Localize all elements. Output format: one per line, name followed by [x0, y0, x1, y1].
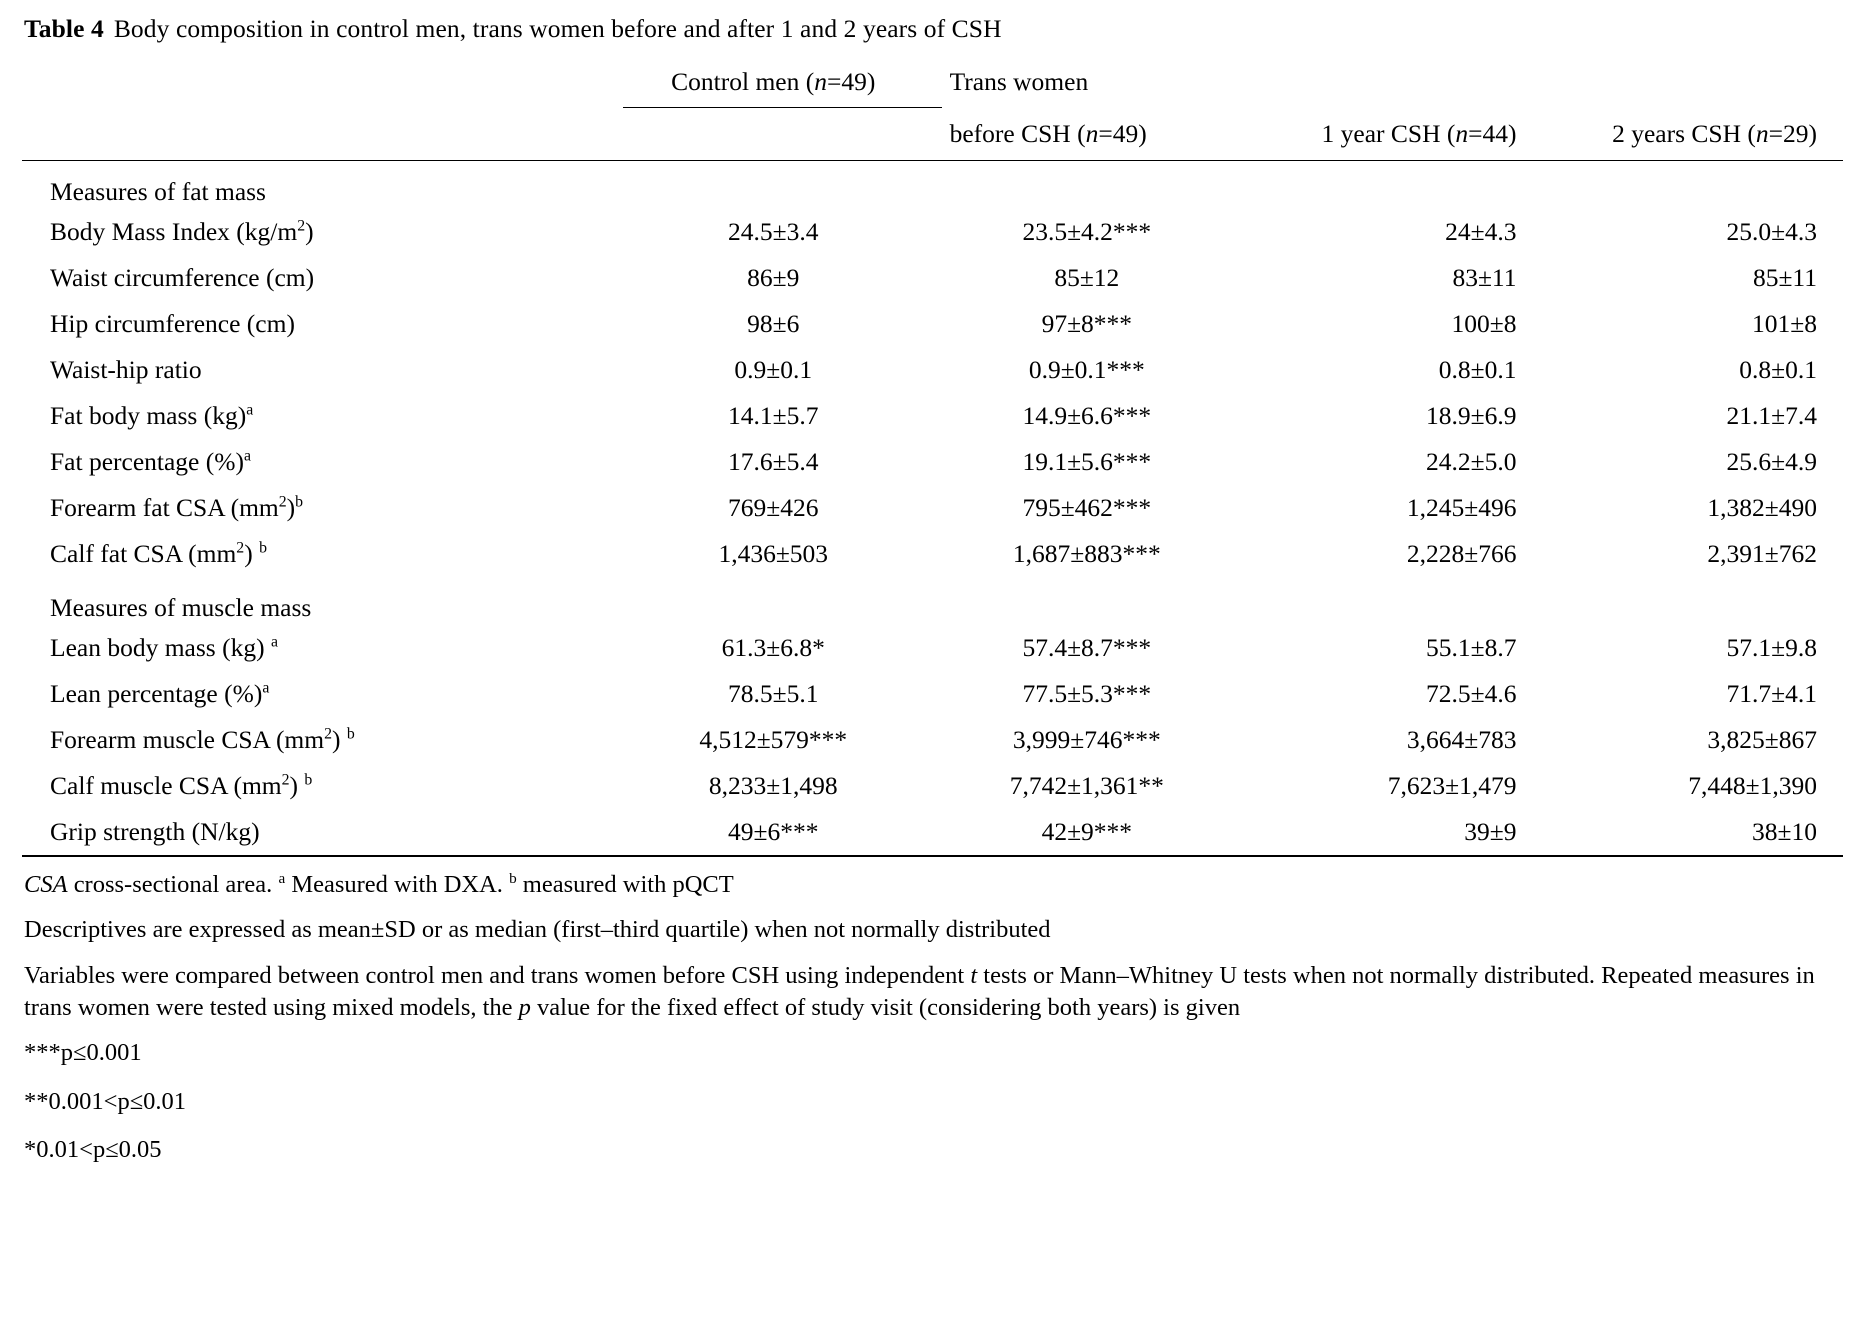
group-header-spacer: [623, 161, 942, 210]
cell-control-men: 1,436±503: [718, 539, 829, 569]
cell-1-year-csh: 72.5±4.6: [1426, 679, 1517, 709]
cell-control-men: 0.9±0.1: [734, 355, 813, 385]
cell-before-csh: 23.5±4.2***: [1022, 217, 1152, 247]
row-label: [22, 485, 623, 531]
note-comparison-t: t: [970, 961, 978, 989]
cell-before-csh: 3,999±746***: [1012, 725, 1161, 755]
note-a-text: Measured with DXA.: [285, 871, 510, 899]
row-label-text: Hip circumference (cm): [50, 309, 295, 339]
row-label-superscript: a: [243, 447, 251, 465]
table-header-row-1: [22, 55, 1843, 108]
cell-before-csh: 77.5±5.3***: [1022, 679, 1152, 709]
header-control-men: Control men (n=49): [623, 55, 942, 108]
row-label-superscript: 2: [281, 771, 290, 789]
cell-control-men: 17.6±5.4: [728, 447, 819, 477]
row-label-text-post: ): [289, 771, 305, 801]
row-label-text: Forearm muscle CSA (mm: [50, 725, 325, 755]
header-before-csh: before CSH (n=49): [942, 107, 1242, 161]
row-label: [22, 393, 623, 439]
row-label-text: Calf muscle CSA (mm: [50, 771, 282, 801]
table-row: [22, 763, 1843, 809]
cell-1-year-csh: 55.1±8.7: [1426, 633, 1517, 663]
note-comparison-part2: tests or Mann–Whitney U tests when not normally distributed. Repeated measures in trans women were tested using mixed models, the: [24, 961, 1815, 1022]
group-title: Measures of fat mass: [22, 161, 623, 210]
row-label-text: Grip strength (N/kg): [50, 817, 260, 847]
cell-2-years-csh: 2,391±762: [1707, 539, 1817, 569]
table-group-header: [22, 577, 1843, 625]
note-comparison-p: p: [518, 994, 531, 1022]
row-label: [22, 255, 623, 301]
cell-2-years-csh: 3,825±867: [1707, 725, 1817, 755]
table-row: [22, 255, 1843, 301]
note-abbreviations: [24, 869, 1843, 901]
cell-1-year-csh: 83±11: [1452, 263, 1517, 293]
table-row: [22, 531, 1843, 577]
cell-before-csh: 19.1±5.6***: [1022, 447, 1152, 477]
cell-before-csh: 795±462***: [1022, 493, 1152, 523]
note-comparison-part1: Variables were compared between control men and trans women before CSH using independent: [24, 961, 971, 989]
table-row: [22, 809, 1843, 856]
cell-2-years-csh: 85±11: [1752, 263, 1817, 293]
group-title: Measures of muscle mass: [50, 593, 312, 623]
table-body: [22, 161, 1843, 857]
cell-2-years-csh: 1,382±490: [1707, 493, 1817, 523]
row-label-text-post: ): [244, 539, 260, 569]
table-row: [22, 209, 1843, 255]
row-label-superscript: a: [246, 401, 254, 419]
row-label-text: Forearm fat CSA (mm: [50, 493, 279, 523]
row-label-text: Lean percentage (%): [50, 679, 263, 709]
row-label: [22, 671, 623, 717]
row-label-text: Waist circumference (cm): [50, 263, 315, 293]
note-significance-3: *0.01<p≤0.05: [24, 1136, 162, 1164]
table-row: [22, 625, 1843, 671]
header-blank: [22, 55, 623, 108]
cell-1-year-csh: 24.2±5.0: [1426, 447, 1517, 477]
row-label-superscript: a: [262, 679, 270, 697]
table-row: [22, 485, 1843, 531]
cell-control-men: 78.5±5.1: [728, 679, 819, 709]
cell-1-year-csh: 24±4.3: [1445, 217, 1517, 247]
cell-1-year-csh: 2,228±766: [1406, 539, 1517, 569]
cell-control-men: 86±9: [747, 263, 800, 293]
group-header-spacer: [1242, 161, 1542, 210]
cell-control-men: 49±6***: [623, 809, 942, 856]
cell-1-year-csh: 18.9±6.9: [1426, 401, 1517, 431]
table-header-row-2: [22, 107, 1843, 161]
row-label-text: Fat percentage (%): [50, 447, 244, 477]
table-row: [22, 347, 1843, 393]
cell-before-csh: 42±9***: [942, 809, 1242, 856]
row-label-text: Calf fat CSA (mm: [50, 539, 237, 569]
cell-1-year-csh: 3,664±783: [1406, 725, 1517, 755]
cell-control-men: 61.3±6.8*: [721, 633, 825, 663]
header-blank-3: [623, 107, 942, 161]
table-caption: [24, 14, 1843, 45]
cell-before-csh: 57.4±8.7***: [1022, 633, 1152, 663]
cell-2-years-csh: 21.1±7.4: [1726, 401, 1817, 431]
cell-before-csh: 0.9±0.1***: [1028, 355, 1145, 385]
group-header-spacer: [623, 577, 942, 625]
note-sup-b: b: [509, 869, 517, 887]
note-abbrev-csa: CSA: [24, 871, 68, 899]
cell-before-csh: 7,742±1,361**: [1009, 771, 1164, 801]
cell-control-men: 24.5±3.4: [728, 217, 819, 247]
row-label: [22, 301, 623, 347]
cell-1-year-csh: 0.8±0.1: [1438, 355, 1517, 385]
header-blank-2: [22, 107, 623, 161]
row-label-text: Lean body mass (kg): [50, 633, 271, 663]
cell-before-csh: 1,687±883***: [1012, 539, 1161, 569]
cell-2-years-csh: 101±8: [1752, 309, 1817, 339]
row-label-superscript-2: b: [259, 539, 267, 557]
cell-2-years-csh: 25.0±4.3: [1726, 217, 1817, 247]
cell-2-years-csh: 38±10: [1543, 809, 1844, 856]
caption-label: Table 4: [24, 14, 104, 43]
row-label-text-post: ): [286, 493, 296, 523]
cell-control-men: 98±6: [747, 309, 800, 339]
row-label-superscript: 2: [278, 493, 287, 511]
row-label: [22, 439, 623, 485]
group-header-spacer: [1242, 577, 1542, 625]
note-sup-a: a: [278, 869, 286, 887]
note-abbrev-rest: cross-sectional area.: [67, 871, 279, 899]
cell-1-year-csh: 7,623±1,479: [1387, 771, 1517, 801]
cell-2-years-csh: 25.6±4.9: [1726, 447, 1817, 477]
note-descriptives: Descriptives are expressed as mean±SD or as median (first–third quartile) when not normally distributed: [24, 916, 1051, 944]
row-label-superscript-2: b: [295, 493, 304, 511]
row-label: [22, 347, 623, 393]
body-composition-table: [22, 55, 1843, 858]
row-label-text: Body Mass Index (kg/m: [50, 217, 298, 247]
cell-2-years-csh: 0.8±0.1: [1739, 355, 1817, 385]
cell-control-men: 4,512±579***: [699, 725, 848, 755]
row-label-superscript: a: [270, 633, 278, 651]
header-trans-women: Trans women: [949, 67, 1089, 97]
cell-2-years-csh: 57.1±9.8: [1726, 633, 1817, 663]
row-label: [22, 763, 623, 809]
note-significance-1: ***p≤0.001: [24, 1039, 142, 1067]
row-label-text: Fat body mass (kg): [50, 401, 247, 431]
cell-before-csh: 97±8***: [1041, 309, 1133, 339]
row-label: [22, 717, 623, 763]
row-label-text-post: ): [332, 725, 347, 755]
table-row: [22, 671, 1843, 717]
row-label: [22, 209, 623, 255]
table-row: [22, 439, 1843, 485]
cell-control-men: 8,233±1,498: [708, 771, 838, 801]
row-label-text: Waist-hip ratio: [50, 355, 202, 385]
group-header-spacer: [1543, 577, 1844, 625]
group-header-spacer: [1543, 161, 1844, 210]
table-group-header: [22, 161, 1843, 210]
note-b-text: measured with pQCT: [516, 871, 734, 899]
row-label: [22, 625, 623, 671]
cell-2-years-csh: 7,448±1,390: [1688, 771, 1817, 801]
row-label-text-post: ): [305, 217, 314, 247]
cell-2-years-csh: 71.7±4.1: [1726, 679, 1817, 709]
table-row: [22, 717, 1843, 763]
cell-1-year-csh: 100±8: [1451, 309, 1517, 339]
row-label: [22, 531, 623, 577]
header-2-years-csh: 2 years CSH (n=29): [1543, 107, 1844, 161]
row-label-superscript: 2: [324, 725, 333, 743]
cell-before-csh: 14.9±6.6***: [1022, 401, 1152, 431]
note-comparison: [24, 960, 1843, 1025]
caption-text: Body composition in control men, trans women before and after 1 and 2 years of CSH: [113, 14, 1002, 43]
table-row: [22, 393, 1843, 439]
group-header-spacer: [942, 577, 1242, 625]
cell-before-csh: 85±12: [1054, 263, 1120, 293]
table-row: [22, 301, 1843, 347]
row-label-superscript-2: b: [304, 771, 313, 789]
row-label: [22, 809, 623, 856]
cell-1-year-csh: 1,245±496: [1406, 493, 1517, 523]
header-1-year-csh: 1 year CSH (n=44): [1242, 107, 1542, 161]
row-label-superscript-2: b: [346, 725, 355, 743]
note-significance-2: **0.001<p≤0.01: [24, 1087, 187, 1115]
row-label-superscript: 2: [297, 217, 306, 235]
note-comparison-part3: value for the fixed effect of study visit (considering both years) is given: [530, 994, 1241, 1022]
cell-1-year-csh: 39±9: [1242, 809, 1542, 856]
cell-control-men: 769±426: [728, 493, 819, 523]
cell-control-men: 14.1±5.7: [728, 401, 819, 431]
table-footnotes: [22, 869, 1843, 1166]
row-label-superscript: 2: [236, 539, 245, 557]
group-header-spacer: [942, 161, 1242, 210]
